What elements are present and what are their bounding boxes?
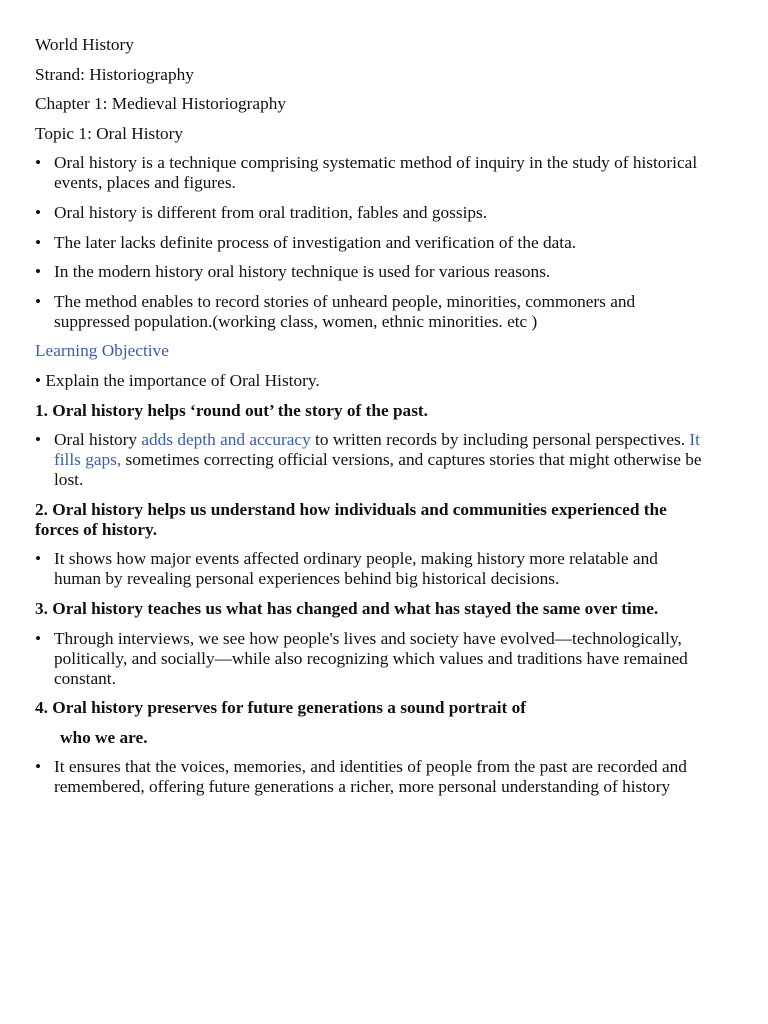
list-item-text: [54, 430, 702, 489]
bullet-icon: •: [35, 232, 42, 252]
bullet-icon: •: [35, 549, 42, 569]
text-run: sometimes correcting official versions, and captures stories that might otherwise be lost.: [54, 450, 702, 490]
section-heading-2: 2. Oral history helps us understand how individuals and communities experienced the forces of history.: [35, 499, 667, 539]
section-2-bullets: [35, 549, 768, 589]
bullet-icon: •: [35, 628, 42, 648]
section-heading-3: 3. Oral history teaches us what has changed and what has stayed the same over time.: [35, 598, 659, 618]
list-item: [35, 153, 706, 193]
bullet-icon: •: [35, 153, 42, 173]
section-1-bullets: [35, 430, 768, 490]
list-item-text: Through interviews, we see how people's lives and society have evolved—technologically, politically, and socially—while also recognizing which values and traditions have remained constant.: [54, 628, 688, 688]
list-item: [35, 292, 706, 332]
bullet-icon: •: [35, 262, 42, 282]
highlight-text: It fills gaps,: [54, 430, 700, 470]
learning-objective-item: • Explain the importance of Oral History.: [35, 370, 320, 390]
list-item: [35, 549, 706, 589]
bullet-icon: •: [35, 291, 42, 311]
list-item-text: Oral history is a technique comprising systematic method of inquiry in the study of historical events, places and figures.: [54, 153, 698, 193]
list-item-text: It shows how major events affected ordinary people, making history more relatable and human by revealing personal experiences behind big historical decisions.: [54, 549, 658, 589]
section-heading-4-continuation: who we are.: [60, 727, 148, 747]
text-run: Oral history: [54, 430, 142, 450]
list-item: [35, 203, 706, 223]
highlight-text: adds depth and accuracy: [141, 430, 311, 450]
list-item-text: In the modern history oral history technique is used for various reasons.: [54, 262, 551, 282]
text-run: to written records by including personal perspectives.: [310, 430, 690, 450]
section-heading-4: 4. Oral history preserves for future generations a sound portrait of: [35, 698, 527, 718]
section-4-bullets: [35, 757, 768, 797]
section-3-bullets: [35, 629, 768, 689]
bullet-icon: •: [35, 757, 42, 777]
bullet-icon: •: [35, 202, 42, 222]
list-item-text: Oral history is different from oral tradition, fables and gossips.: [54, 202, 488, 222]
list-item-text: The method enables to record stories of unheard people, minorities, commoners and suppressed population.(working class, women, ethnic minorities. etc ): [54, 291, 636, 331]
bullet-icon: •: [35, 430, 42, 450]
list-item: [35, 629, 706, 689]
list-item: [35, 262, 706, 282]
subject-title: World History: [35, 35, 134, 54]
topic-line: Topic 1: Oral History: [35, 123, 184, 143]
chapter-line: Chapter 1: Medieval Historiography: [35, 94, 287, 114]
list-item-text: The later lacks definite process of investigation and verification of the data.: [54, 232, 577, 252]
strand-line: Strand: Historiography: [35, 64, 194, 84]
list-item: [35, 233, 706, 253]
learning-objective-heading: Learning Objective: [35, 341, 169, 361]
section-heading-1: 1. Oral history helps ‘round out’ the story of the past.: [35, 400, 428, 420]
intro-bullet-list: [35, 153, 768, 331]
list-item: [35, 430, 706, 490]
list-item: [35, 757, 706, 797]
list-item-text: It ensures that the voices, memories, and identities of people from the past are recorded and remembered, offering future generations a richer, more personal understanding of history: [54, 757, 687, 797]
